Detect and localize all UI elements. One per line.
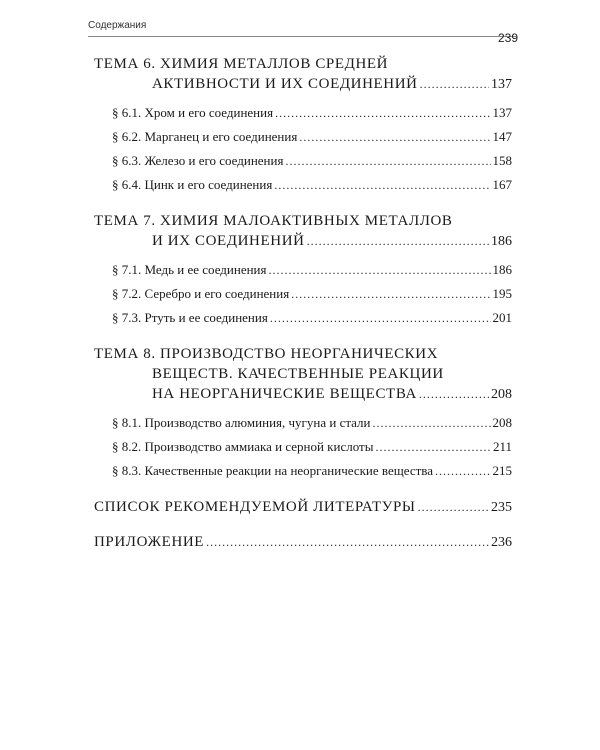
literature-title: СПИСОК РЕКОМЕНДУЕМОЙ ЛИТЕРАТУРЫ <box>94 499 416 515</box>
topic-title-line: ТЕМА 7. ХИМИЯ МАЛОАКТИВНЫХ МЕТАЛЛОВ <box>94 213 453 229</box>
toc-section-8-3[interactable] <box>94 459 512 483</box>
appendix-title: ПРИЛОЖЕНИЕ <box>94 534 205 550</box>
section-title: § 7.1. Медь и ее соединения <box>112 262 267 277</box>
table-of-contents <box>94 54 512 553</box>
dot-leader <box>307 231 489 251</box>
section-title: § 8.3. Качественные реакции на неорганические вещества <box>112 463 434 478</box>
topic-title-line: АКТИВНОСТИ И ИХ СОЕДИНЕНИЙ <box>152 76 418 92</box>
toc-section-7-3[interactable] <box>94 306 512 330</box>
toc-section-7-2[interactable] <box>94 282 512 306</box>
dot-leader <box>375 435 491 459</box>
dot-leader <box>373 411 491 435</box>
running-header <box>88 20 516 37</box>
toc-literature[interactable] <box>94 497 512 518</box>
section-title: § 8.2. Производство аммиака и серной кислоты <box>112 439 374 454</box>
section-page-number: 215 <box>492 463 512 478</box>
section-page-number: 195 <box>492 286 512 301</box>
toc-section-6-2[interactable] <box>94 125 512 149</box>
section-page-number: 208 <box>492 415 512 430</box>
topic-title-line: ВЕЩЕСТВ. КАЧЕСТВЕННЫЕ РЕАКЦИИ <box>152 366 444 382</box>
dot-leader <box>269 258 491 282</box>
toc-section-8-1[interactable] <box>94 411 512 435</box>
topic-title-line: ТЕМА 6. ХИМИЯ МЕТАЛЛОВ СРЕДНЕЙ <box>94 56 389 72</box>
dot-leader <box>291 282 490 306</box>
section-title: § 6.1. Хром и его соединения <box>112 105 274 120</box>
topic-page-number: 137 <box>491 77 512 92</box>
toc-section-8-2[interactable] <box>94 435 512 459</box>
dot-leader <box>299 125 490 149</box>
literature-page-number: 235 <box>491 500 512 515</box>
section-title: § 8.1. Производство алюминия, чугуна и стали <box>112 415 371 430</box>
section-page-number: 167 <box>492 177 512 192</box>
section-title: § 7.2. Серебро и его соединения <box>112 286 290 301</box>
dot-leader <box>285 149 490 173</box>
toc-section-6-4[interactable] <box>94 173 512 197</box>
dot-leader <box>275 101 490 125</box>
topic-title-line: НА НЕОРГАНИЧЕСКИЕ ВЕЩЕСТВА <box>152 386 417 402</box>
toc-topic-8[interactable] <box>94 344 512 405</box>
section-title: § 6.4. Цинк и его соединения <box>112 177 273 192</box>
page-number: 239 <box>498 31 519 45</box>
toc-section-7-1[interactable] <box>94 258 512 282</box>
toc-topic-7[interactable] <box>94 211 512 252</box>
dot-leader <box>435 459 490 483</box>
toc-appendix[interactable] <box>94 532 512 553</box>
section-title: § 6.3. Железо и его соединения <box>112 153 284 168</box>
section-page-number: 186 <box>492 262 512 277</box>
dot-leader <box>419 384 489 404</box>
dot-leader <box>274 173 490 197</box>
section-page-number: 147 <box>492 129 512 144</box>
toc-section-6-3[interactable] <box>94 149 512 173</box>
topic-title-line: ТЕМА 8. ПРОИЗВОДСТВО НЕОРГАНИЧЕСКИХ <box>94 346 439 362</box>
section-page-number: 201 <box>492 310 512 325</box>
toc-section-6-1[interactable] <box>94 101 512 125</box>
section-title: § 6.2. Марганец и его соединения <box>112 129 298 144</box>
topic-title-line: И ИХ СОЕДИНЕНИЙ <box>152 233 305 249</box>
section-page-number: 137 <box>492 105 512 120</box>
running-title: Содержания <box>88 20 147 31</box>
appendix-page-number: 236 <box>491 535 512 550</box>
section-page-number: 211 <box>492 439 512 454</box>
dot-leader <box>206 532 489 552</box>
dot-leader <box>270 306 491 330</box>
topic-page-number: 186 <box>491 234 512 249</box>
topic-page-number: 208 <box>491 387 512 402</box>
section-page-number: 158 <box>492 153 512 168</box>
toc-topic-6[interactable] <box>94 54 512 95</box>
section-title: § 7.3. Ртуть и ее соединения <box>112 310 268 325</box>
dot-leader <box>418 497 489 517</box>
dot-leader <box>420 74 489 94</box>
